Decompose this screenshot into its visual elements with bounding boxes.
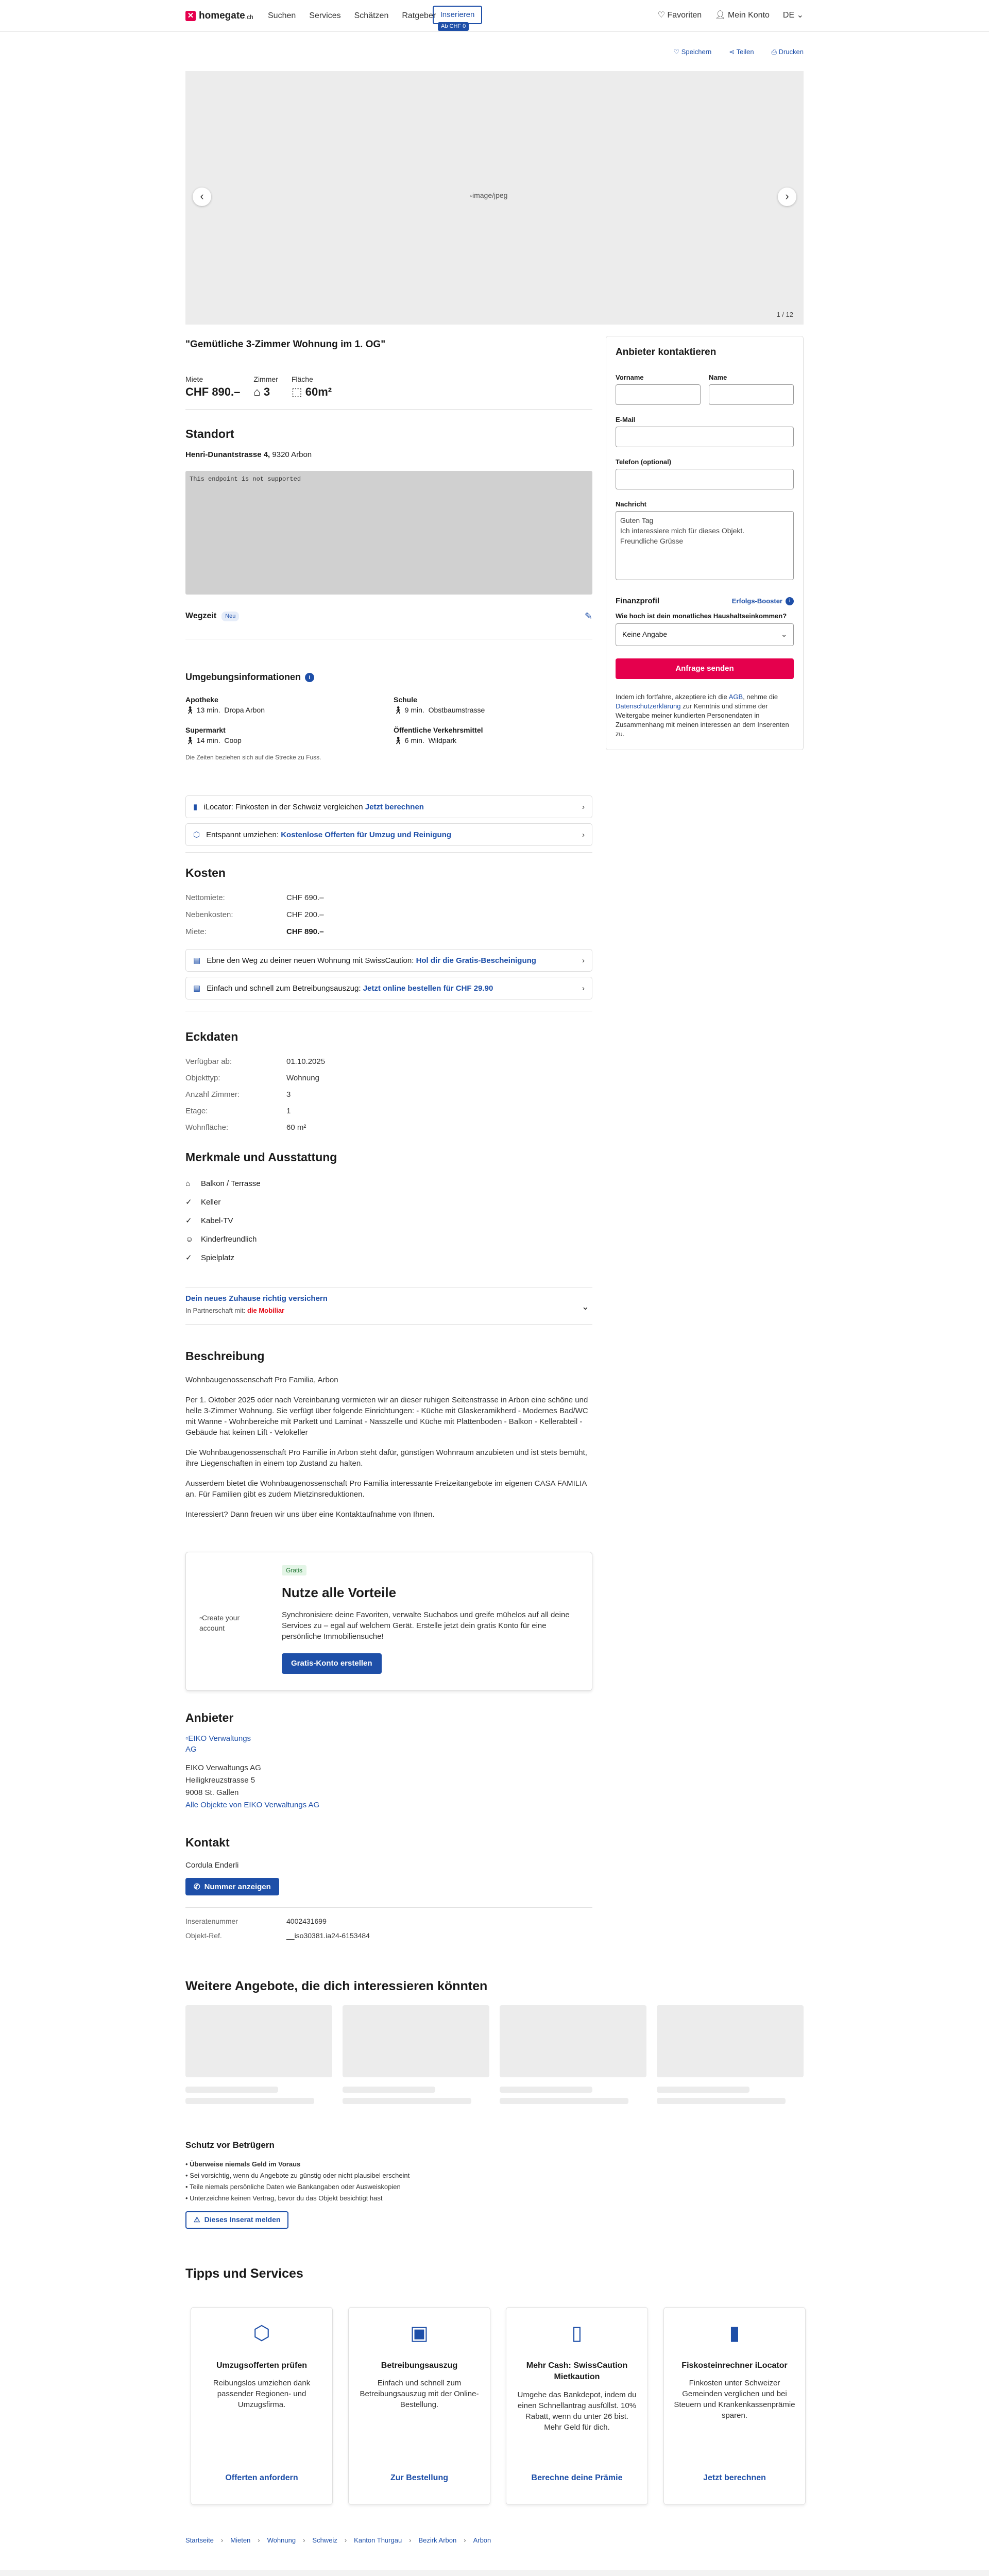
first-name-label: Vorname [616, 373, 644, 381]
id-label: Objekt-Ref. [185, 1931, 222, 1940]
fraud-item: • Unterzeichne keinen Vertrag, bevor du das Objekt besichtigt hast [185, 2194, 383, 2202]
gallery-prev-button[interactable]: ‹ [193, 188, 211, 206]
provider-logo-alt: EIKO Verwaltungs AG [185, 1734, 251, 1754]
chevron-down-icon: ⌄ [796, 11, 804, 20]
contact-form-heading: Anbieter kontaktieren [616, 347, 717, 358]
contact-form [606, 336, 804, 750]
feature-item [185, 1193, 592, 1212]
site-footer [0, 2570, 989, 2576]
nav-item-schaetzen[interactable]: Schätzen [354, 11, 389, 20]
ilocator-text: iLocator: Finkosten in der Schweiz vergleichen [203, 802, 363, 811]
environment-item [394, 725, 589, 745]
fraud-item-text: Überweise niemals Geld im Voraus [190, 2160, 301, 2168]
legal-text-3: zur Kenntnis und stimme der Weitergabe meiner kundierten Personendaten in Zusammenhang mit meinen interessen an dem Inserenten zu. [616, 702, 789, 738]
legal-text-1: Indem ich fortfahre, akzeptiere ich die [616, 692, 729, 701]
environment-heading: Umgebungsinformationen [185, 672, 301, 682]
provider-name: EIKO Verwaltungs AG [185, 1764, 261, 1773]
privacy-link[interactable]: Datenschutzerklärung [616, 702, 681, 710]
key-data-label: Objekttyp: [185, 1074, 220, 1083]
travel-time-label: Wegzeit [185, 612, 217, 621]
share-label: Teilen [736, 48, 754, 56]
image-gallery[interactable] [185, 71, 804, 325]
environment-item [394, 695, 589, 715]
id-value: __iso30381.ia24-6153484 [286, 1931, 370, 1940]
message-group [616, 500, 794, 580]
tip-text: Reibungslos umziehen dank passender Regionen- und Umzugsfirma. [213, 2379, 311, 2410]
tip-text: Umgehe das Bankdepot, indem du einen Schnellantrag ausfüllst. 10% Rabatt, wenn du unter 26 bist. Mehr Geld für dich. [517, 2390, 637, 2432]
key-data-section [185, 1028, 592, 1133]
heart-icon: ♡ [673, 48, 680, 56]
map-message: This endpoint is not supported [190, 476, 301, 483]
insurance-title: Dein neues Zuhause richtig versichern [185, 1294, 328, 1303]
debt-extract-banner[interactable] [185, 977, 592, 999]
moving-box-icon: ⬡ [253, 2323, 270, 2344]
phone-icon: ✆ [194, 1882, 200, 1891]
rent-fact [185, 375, 240, 400]
walk-icon: 🚶︎ [394, 736, 403, 744]
cost-label: Nettomiete: [185, 893, 225, 903]
print-button[interactable] [772, 47, 804, 57]
success-booster-link[interactable]: Erfolgs-Booster [731, 597, 782, 605]
offer-card-skeleton [185, 2005, 332, 2077]
chevron-right-icon: › [344, 2536, 347, 2544]
show-phone-button[interactable] [185, 1878, 279, 1895]
offer-line-skeleton [657, 2087, 749, 2093]
area-label: Fläche [291, 375, 313, 383]
ilocator-link[interactable]: Jetzt berechnen [365, 802, 424, 811]
tips-heading: Tipps und Services [185, 2266, 303, 2281]
offer-line-skeleton [185, 2087, 278, 2093]
chevron-right-icon: › [582, 956, 585, 965]
tip-card-moving [191, 2307, 333, 2505]
offer-line-skeleton [185, 2098, 314, 2104]
legal-text [616, 692, 794, 739]
balcony-icon: ⌂ [185, 1179, 191, 1189]
env-category: Supermarkt [185, 726, 226, 735]
environment-grid [185, 695, 592, 745]
env-category: Schule [394, 696, 417, 704]
check-icon: ✓ [185, 1198, 192, 1207]
provider-street: Heiligkreuzstrasse 5 [185, 1776, 255, 1785]
user-icon: 👤︎ [715, 11, 726, 20]
env-name: Obstbaumstrasse [428, 705, 485, 714]
tip-card-ilocator [663, 2307, 806, 2505]
tip-link[interactable]: Berechne deine Prämie [531, 2473, 623, 2482]
rent-value: CHF 890.– [185, 385, 241, 399]
document-badge-icon: ▣ [410, 2323, 429, 2344]
logo-suffix: .ch [245, 13, 253, 21]
promo-title: Nutze alle Vorteile [282, 1585, 397, 1601]
phone-group [616, 457, 794, 489]
email-input[interactable] [616, 427, 794, 447]
show-phone-label: Nummer anzeigen [204, 1882, 271, 1891]
document-icon: ▤ [193, 984, 201, 993]
description-paragraph: Per 1. Oktober 2025 oder nach Vereinbarung vermieten wir an dieser ruhigen Seitenstrasse in Arbon eine schöne und helle 3-Zimmer Wohnung. Sie verfügt über folgende Einrichtungen: - Küche mit Glaskeramikherd - Modernes Bad/WC mit Wanne - Wohnbereiche mit Parkett und Laminat - Nasszelle und Küche mit Plattenboden - Balkon - Kellerabteil - Gebäude hat keinen Lift - Velokeller [185, 1396, 588, 1437]
fraud-item: • Teile niemals persönliche Daten wie Bankangaben oder Ausweiskopien [185, 2182, 401, 2191]
moving-link[interactable]: Kostenlose Offerten für Umzug und Reinigung [281, 830, 452, 839]
swisscaution-banner[interactable] [185, 949, 592, 972]
first-name-group [616, 373, 701, 405]
mobiliar-logo: die Mobiliar [247, 1307, 285, 1314]
logo-text: homegate [199, 10, 245, 21]
cost-value-total: CHF 890.– [286, 927, 324, 937]
cost-value: CHF 690.– [286, 893, 324, 903]
first-name-input[interactable] [616, 384, 701, 405]
chevron-right-icon: › [582, 802, 585, 811]
more-offers-carousel [185, 2005, 804, 2108]
travel-time-new-badge: Neu [221, 612, 239, 621]
area-icon: ⬚ [291, 385, 302, 399]
feature-label: Kabel-TV [201, 1216, 233, 1226]
key-data-value: 3 [286, 1090, 291, 1099]
cost-value: CHF 200.– [286, 910, 324, 920]
chevron-down-icon: ⌄ [781, 630, 787, 638]
provider-all-listings-link[interactable]: Alle Objekte von EIKO Verwaltungs AG [185, 1801, 320, 1810]
fraud-section [185, 2139, 598, 2229]
offer-line-skeleton [500, 2098, 628, 2104]
header-right [658, 10, 804, 21]
insurance-accordion[interactable] [185, 1293, 592, 1322]
description-paragraph: Interessiert? Dann freuen wir uns über eine Kontaktaufnahme von Ihnen. [185, 1510, 435, 1519]
send-inquiry-button[interactable]: Anfrage senden [616, 658, 794, 679]
chevron-right-icon: › [220, 2536, 224, 2544]
more-offers-heading: Weitere Angebote, die dich interessieren könnten [185, 1979, 488, 1993]
environment-item [185, 695, 394, 715]
tip-link[interactable]: Zur Bestellung [390, 2473, 448, 2482]
promo-image-alt: Create your account [199, 1614, 240, 1632]
chevron-right-icon: › [464, 2536, 466, 2544]
env-time: 9 min. [404, 705, 424, 714]
broken-image-icon: ▫ [199, 1614, 202, 1622]
tip-title: Mehr Cash: SwissCaution Mietkaution [526, 2361, 628, 2382]
swisscaution-text: Ebne den Weg zu deiner neuen Wohnung mit SwissCaution: [207, 956, 414, 965]
id-label: Inseratenummer [185, 1917, 238, 1925]
address-city: 9320 Arbon [272, 450, 312, 460]
offer-line-skeleton [343, 2098, 471, 2104]
finance-profile-label: Finanzprofil [616, 597, 659, 606]
key-data-heading: Eckdaten [185, 1030, 238, 1043]
divider [185, 1907, 592, 1908]
fraud-list [185, 2159, 598, 2204]
last-name-input[interactable] [709, 384, 794, 405]
contact-section [185, 1834, 592, 1895]
promo-badge: Gratis [282, 1565, 306, 1575]
provider-section [185, 1709, 592, 1811]
walk-icon: 🚶︎ [185, 736, 195, 744]
nav-item-suchen[interactable]: Suchen [268, 11, 296, 20]
message-textarea[interactable]: Guten Tag Ich interessiere mich für dieses Objekt. Freundliche Grüsse [616, 511, 794, 580]
moving-banner[interactable] [185, 823, 592, 846]
promo-image [199, 1613, 261, 1633]
key-data-label: Verfügbar ab: [185, 1057, 232, 1066]
breadcrumb-item[interactable]: Schweiz [312, 2536, 337, 2544]
print-label: Drucken [778, 48, 804, 56]
printer-icon: ⎙ [771, 48, 777, 56]
breadcrumb-item[interactable]: Arbon [473, 2536, 491, 2544]
map-icon: ▮ [193, 802, 198, 811]
share-icon: ⋖ [729, 48, 735, 56]
tip-link[interactable]: Jetzt berechnen [703, 2473, 766, 2482]
nav-item-ratgeber[interactable]: Ratgeber [402, 11, 436, 20]
promo-text: Synchronisiere deine Favoriten, verwalte Suchabos und greife mühelos auf all deine Services zu – egal auf welchem Gerät. Erstelle jetzt dein gratis Konto für eine persönliche Immobiliensuche! [282, 1610, 570, 1641]
save-button[interactable] [673, 47, 711, 57]
env-category: Apotheke [185, 696, 218, 704]
key-data-value: Wohnung [286, 1074, 319, 1083]
fraud-item-text: Sei vorsichtig, wenn du Angebote zu günstig oder nicht plausibel erscheint [190, 2171, 410, 2179]
phone-input[interactable] [616, 469, 794, 489]
feature-label: Balkon / Terrasse [201, 1179, 261, 1189]
divider [185, 409, 592, 410]
tip-text: Einfach und schnell zum Betreibungsauszug mit der Online-Bestellung. [360, 2379, 479, 2410]
rooms-value: 3 [263, 385, 270, 399]
provider-city: 9008 St. Gallen [185, 1788, 239, 1798]
insert-price-badge: Ab CHF 0 [438, 22, 469, 31]
breadcrumb-item[interactable]: Bezirk Arbon [418, 2536, 457, 2544]
breadcrumb-item[interactable]: Mieten [230, 2536, 251, 2544]
key-facts [185, 375, 592, 400]
chevron-right-icon: › [582, 984, 585, 993]
warning-icon: ⚠ [194, 2215, 200, 2224]
map-icon: ▮ [729, 2323, 740, 2344]
listing-actions [673, 47, 804, 57]
email-label: E-Mail [616, 415, 636, 423]
description-section [185, 1348, 592, 1520]
area-value: 60m² [305, 385, 332, 399]
key-data-value: 01.10.2025 [286, 1057, 326, 1066]
account-label: Mein Konto [727, 11, 770, 20]
feature-label: Keller [201, 1198, 221, 1207]
chevron-right-icon: › [258, 2536, 260, 2544]
email-group [616, 415, 794, 447]
features-section [185, 1149, 592, 1267]
chevron-right-icon: › [582, 830, 585, 839]
broken-image-icon: ▫ [470, 191, 472, 199]
travel-time-row[interactable] [185, 610, 592, 623]
key-data-value: 60 m² [286, 1123, 306, 1132]
key-data-label: Anzahl Zimmer: [185, 1090, 240, 1099]
phone-label: Telefon (optional) [616, 457, 672, 466]
key-data-value: 1 [286, 1107, 291, 1116]
divider [185, 852, 592, 853]
walk-icon: 🚶︎ [394, 705, 403, 714]
description-heading: Beschreibung [185, 1349, 265, 1363]
key-data-label: Etage: [185, 1107, 208, 1116]
name-row [616, 373, 794, 405]
language-label: DE [782, 11, 795, 20]
feature-item [185, 1249, 592, 1267]
chevron-right-icon: › [409, 2536, 412, 2544]
tip-text: Finkosten unter Schweizer Gemeinden verglichen und bei Steuern und Krankenkassenprämie sparen. [674, 2379, 795, 2420]
favorites-link[interactable] [658, 10, 702, 21]
moving-text: Entspannt umziehen: [206, 830, 279, 839]
main-nav [268, 10, 436, 22]
env-category: Öffentliche Verkehrsmittel [394, 726, 483, 735]
features-heading: Merkmale und Ausstattung [185, 1150, 337, 1164]
favorites-label: Favoriten [667, 11, 702, 20]
feature-item [185, 1230, 592, 1249]
moving-box-icon: ⬡ [193, 830, 200, 839]
location-heading: Standort [185, 427, 234, 440]
listing-ids [185, 1917, 592, 1941]
nav-item-services[interactable]: Services [309, 11, 341, 20]
debt-extract-text: Einfach und schnell zum Betreibungsauszug: [207, 984, 361, 993]
gallery-next-button[interactable]: › [778, 188, 796, 206]
create-account-button[interactable]: Gratis-Konto erstellen [282, 1653, 382, 1674]
feature-item [185, 1175, 592, 1193]
child-icon: ☺ [185, 1235, 194, 1244]
tip-card-deposit [506, 2307, 648, 2505]
chevron-right-icon: › [303, 2536, 305, 2544]
broken-image-icon: ▫ [185, 1734, 189, 1743]
tip-title: Umzugsofferten prüfen [216, 2361, 307, 2370]
walk-icon: 🚶︎ [185, 705, 195, 714]
legal-text-2: , nehme die [743, 692, 778, 701]
location-map[interactable] [185, 471, 592, 595]
environment-note: Die Zeiten beziehen sich auf die Strecke zu Fuss. [185, 753, 321, 761]
report-listing-label: Dieses Inserat melden [204, 2215, 281, 2224]
info-icon[interactable]: i [305, 673, 314, 682]
tip-title: Fiskosteinrechner iLocator [681, 2361, 788, 2370]
breadcrumb-item[interactable]: Kanton Thurgau [354, 2536, 402, 2544]
income-question: Wie hoch ist dein monatliches Haushaltseinkommen? [616, 612, 787, 620]
share-button[interactable] [729, 47, 754, 57]
debt-extract-link[interactable]: Jetzt online bestellen für CHF 29.90 [363, 984, 493, 993]
account-link[interactable] [715, 10, 770, 21]
report-listing-button[interactable] [185, 2211, 288, 2229]
description-paragraph: Wohnbaugenossenschaft Pro Familia, Arbon [185, 1376, 338, 1385]
chevron-down-icon: ⌄ [581, 1301, 589, 1312]
save-label: Speichern [681, 48, 712, 56]
env-name: Dropa Arbon [224, 705, 265, 714]
environment-item [185, 725, 394, 745]
key-data-table [185, 1056, 592, 1133]
costs-section [185, 865, 592, 937]
agb-link[interactable]: AGB [728, 692, 743, 701]
check-icon: ✓ [185, 1253, 192, 1263]
address [185, 449, 592, 460]
listing-summary [185, 338, 592, 400]
address-street: Henri-Dunantstrasse 4, [185, 450, 270, 460]
offer-line-skeleton [343, 2087, 435, 2093]
environment-section [185, 671, 592, 761]
fraud-item: • Sei vorsichtig, wenn du Angebote zu günstig oder nicht plausibel erscheint [185, 2171, 410, 2179]
rooms-fact [253, 375, 278, 400]
homegate-logo[interactable] [185, 9, 253, 23]
deposit-icon: ▯ [571, 2323, 583, 2344]
info-icon[interactable]: i [786, 597, 794, 605]
last-name-group [709, 373, 794, 405]
contact-heading: Kontakt [185, 1836, 230, 1849]
ilocator-banner[interactable] [185, 795, 592, 818]
language-select[interactable] [783, 10, 804, 21]
cost-label: Miete: [185, 927, 207, 937]
features-list [185, 1175, 592, 1267]
feature-label: Kinderfreundlich [201, 1235, 257, 1244]
site-header [0, 0, 989, 32]
breadcrumb-item[interactable]: Wohnung [267, 2536, 296, 2544]
house-icon: ⌂ [253, 385, 261, 399]
env-time: 14 min. [196, 736, 220, 744]
gallery-image-placeholder [470, 191, 507, 201]
provider-address [185, 1762, 592, 1811]
feature-item [185, 1212, 592, 1230]
tip-link[interactable]: Offerten anfordern [225, 2473, 298, 2482]
provider-logo[interactable] [185, 1733, 258, 1755]
description-paragraph: Die Wohnbaugenossenschaft Pro Familie in Arbon steht dafür, günstigen Wohnraum anzubieten und ist stets bemüht, ihre Liegenschaften in einem top Zustand zu halten. [185, 1448, 587, 1468]
tip-title: Betreibungsauszug [381, 2361, 458, 2370]
cost-label: Nebenkosten: [185, 910, 233, 920]
offer-line-skeleton [500, 2087, 592, 2093]
offer-card-skeleton [657, 2005, 804, 2077]
document-icon: ▤ [193, 956, 201, 965]
key-data-label: Wohnfläche: [185, 1123, 229, 1132]
env-name: Coop [224, 736, 242, 744]
income-select[interactable] [616, 623, 794, 646]
area-fact [292, 375, 332, 400]
description-paragraph: Ausserdem bietet die Wohnbaugenossenschaft Pro Familia interessante Freizeitangebote im eigenen CASA FAMILIA an. Für Familien gibt es zudem Mietzinsreduktionen. [185, 1479, 587, 1499]
insert-button[interactable]: Inserieren [433, 6, 482, 24]
provider-heading: Anbieter [185, 1711, 234, 1724]
offer-line-skeleton [657, 2098, 786, 2104]
fraud-item: • Überweise niemals Geld im Voraus [185, 2160, 301, 2168]
listing-title: "Gemütliche 3-Zimmer Wohnung im 1. OG" [185, 339, 386, 350]
rooms-label: Zimmer [253, 375, 278, 383]
contact-person: Cordula Enderli [185, 1861, 239, 1870]
offer-card-skeleton [500, 2005, 646, 2077]
insurance-partner-label: In Partnerschaft mit: [185, 1307, 246, 1314]
edit-pencil-icon[interactable]: ✎ [584, 611, 592, 621]
divider [185, 1324, 592, 1325]
costs-table [185, 892, 592, 937]
offer-card-skeleton [343, 2005, 489, 2077]
tip-card-debt-extract [348, 2307, 490, 2505]
income-value: Keine Angabe [622, 630, 668, 638]
last-name-label: Name [709, 373, 727, 381]
location-section [185, 426, 592, 460]
gallery-image-alt: image/jpeg [472, 191, 508, 199]
id-value: 4002431699 [286, 1917, 327, 1925]
env-name: Wildpark [428, 736, 457, 744]
breadcrumb-item[interactable]: Startseite [185, 2536, 214, 2544]
fraud-heading: Schutz vor Betrügern [185, 2140, 275, 2150]
heart-icon: ♡ [657, 11, 666, 20]
account-promo-card [185, 1552, 592, 1691]
costs-heading: Kosten [185, 866, 226, 879]
gallery-counter: 1 / 12 [776, 310, 793, 318]
env-time: 6 min. [404, 736, 424, 744]
feature-label: Spielplatz [201, 1253, 235, 1263]
env-time: 13 min. [196, 705, 220, 714]
check-icon: ✓ [185, 1216, 192, 1226]
finance-profile-row [616, 596, 794, 606]
promo-content [282, 1565, 570, 1674]
swisscaution-link[interactable]: Hol dir die Gratis-Bescheinigung [416, 956, 536, 965]
fraud-item-text: Teile niemals persönliche Daten wie Bankangaben oder Ausweiskopien [189, 2182, 401, 2191]
message-label: Nachricht [616, 500, 646, 509]
breadcrumb [185, 2536, 491, 2545]
logo-mark-icon: ✕ [185, 11, 196, 21]
fraud-item-text: Unterzeichne keinen Vertrag, bevor du das Objekt besichtigt hast [190, 2194, 383, 2202]
rent-label: Miete [185, 375, 203, 383]
